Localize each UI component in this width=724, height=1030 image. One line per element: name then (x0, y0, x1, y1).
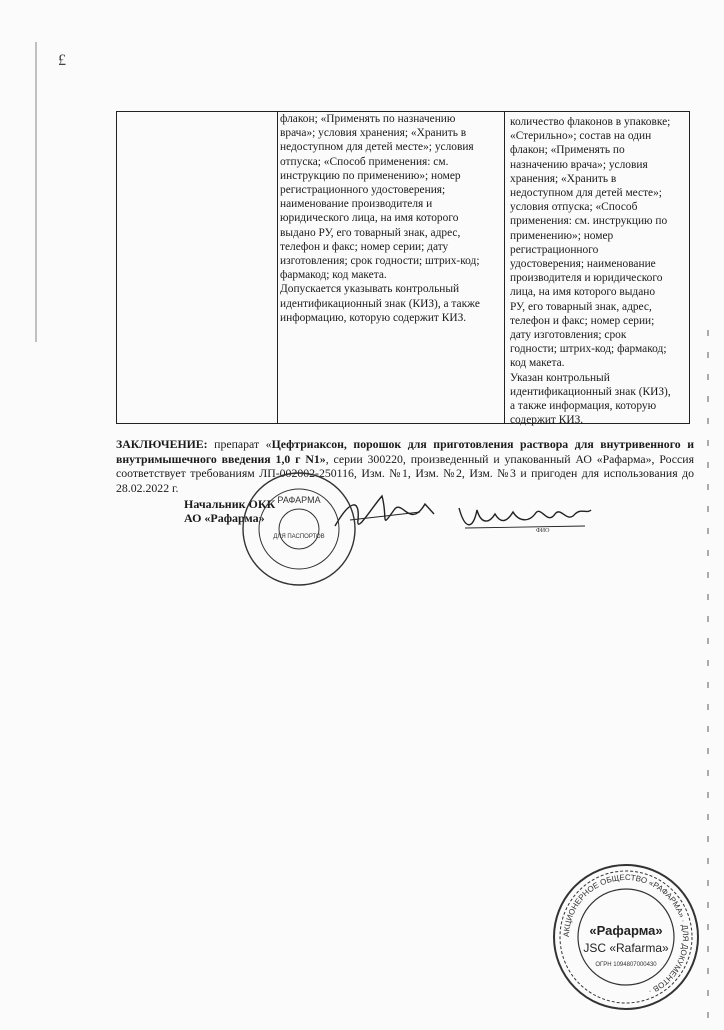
conclusion-product: Цефтриаксон, порошок для приготовления раствора для внутривенного и внутримышечного введения 1,0 г N1» (116, 437, 694, 466)
table-line: код макета. (510, 357, 565, 370)
table-line: содержит КИЗ. (510, 414, 584, 427)
company-seal-documents (551, 862, 701, 1012)
conclusion-text-1: препарат « (207, 437, 272, 451)
signature-2 (455, 500, 595, 536)
table-line: недоступном для детей месте»; (510, 187, 662, 200)
requirements-table (116, 111, 690, 427)
table-line: применению»; номер (510, 229, 614, 242)
scan-edge-line (35, 42, 37, 342)
table-line: дату изготовления; срок (510, 329, 627, 342)
table-cell-requirement (280, 112, 486, 325)
table-line: регистрационного удостоверения; (280, 184, 446, 197)
table-line: количество флаконов в упаковке; (510, 116, 671, 128)
scan-noise (707, 330, 709, 1030)
table-line: а также информация, которую (510, 400, 657, 413)
table-line: удостоверения; наименование (510, 258, 656, 271)
table-line: Допускается указывать контрольный (280, 283, 460, 296)
svg-text:АКЦИОНЕРНОЕ ОБЩЕСТВО «РАФАРМА»: АКЦИОНЕРНОЕ ОБЩЕСТВО «РАФАРМА» · ДЛЯ ДОКУМЕНТОВ · (561, 872, 691, 997)
table-line: юридического лица, на имя которого (280, 212, 459, 225)
table-line: изготовления; срок годности; штрих-код; (280, 255, 480, 268)
conclusion-label: ЗАКЛЮЧЕНИЕ: (116, 437, 208, 451)
svg-text:JSC «Rafarma»: JSC «Rafarma» (583, 941, 669, 955)
table-line: применения: см. инструкцию по (510, 215, 668, 228)
table-cell-actual (510, 115, 686, 427)
table-line: врача»; условия хранения; «Хранить в (280, 127, 467, 140)
table-line: информацию, которую содержит КИЗ. (280, 311, 467, 324)
table-line: инструкцию по применению»; номер (280, 169, 461, 182)
table-line: назначению врача»; условия (510, 158, 648, 171)
table-line: «Стерильно»; состав на один (510, 130, 652, 143)
svg-text:ДЛЯ ПАСПОРТОВ: ДЛЯ ПАСПОРТОВ (273, 534, 325, 540)
signatory-position: Начальник ОКК (184, 497, 276, 511)
table-line: телефон и факс; номер серии; (510, 314, 655, 327)
company-seal-small (240, 470, 358, 588)
table-line: Указан контрольный (510, 371, 610, 384)
conclusion-paragraph (116, 437, 694, 495)
table-column-divider (504, 112, 505, 423)
table-line: флакон; «Применять по (510, 144, 625, 157)
table-line: идентификационный знак (КИЗ), (510, 385, 671, 398)
table-column-divider (277, 112, 278, 423)
table-line: выдано РУ, его товарный знак, адрес, (280, 226, 461, 239)
svg-text:РАФАРМА: РАФАРМА (277, 495, 321, 505)
table-line: фармакод; код макета. (280, 269, 387, 282)
signatory-company: АО «Рафарма» (184, 511, 265, 525)
table-line: отпуска; «Способ применения: см. (280, 155, 449, 168)
table-line: недоступном для детей месте»; условия (280, 141, 474, 154)
table-line: наименование производителя и (280, 198, 433, 211)
table-line: условия отпуска; «Способ (510, 201, 638, 214)
svg-text:ОГРН 1094807000430: ОГРН 1094807000430 (595, 962, 657, 968)
table-line: хранения; «Хранить в (510, 172, 617, 185)
table-line: РУ, его товарный знак, адрес, (510, 300, 652, 313)
table-line: лица, на имя которого выдано (510, 286, 656, 299)
table-line: годности; штрих-код; фармакод; (510, 343, 667, 356)
table-line: флакон; «Применять по назначению (280, 113, 456, 125)
svg-text:«Рафарма»: «Рафарма» (589, 923, 663, 938)
table-line: производителя и юридического (510, 272, 663, 285)
fio-label: ФИО (536, 528, 550, 534)
table-line: идентификационный знак (КИЗ), а также (280, 297, 480, 310)
table-line: регистрационного (510, 243, 599, 256)
table-line: телефон и факс; номер серии; дату (280, 240, 449, 253)
conclusion-text-2: , серии 300220, произведенный и упакованный АО «Рафарма», Россия соответствует требованиям ЛП-002002-250116, Изм. №1, Изм. №2, Изм. №3 и пригоден для использования до 28.02.2022 г. (116, 451, 694, 495)
margin-mark: £ (58, 52, 66, 69)
